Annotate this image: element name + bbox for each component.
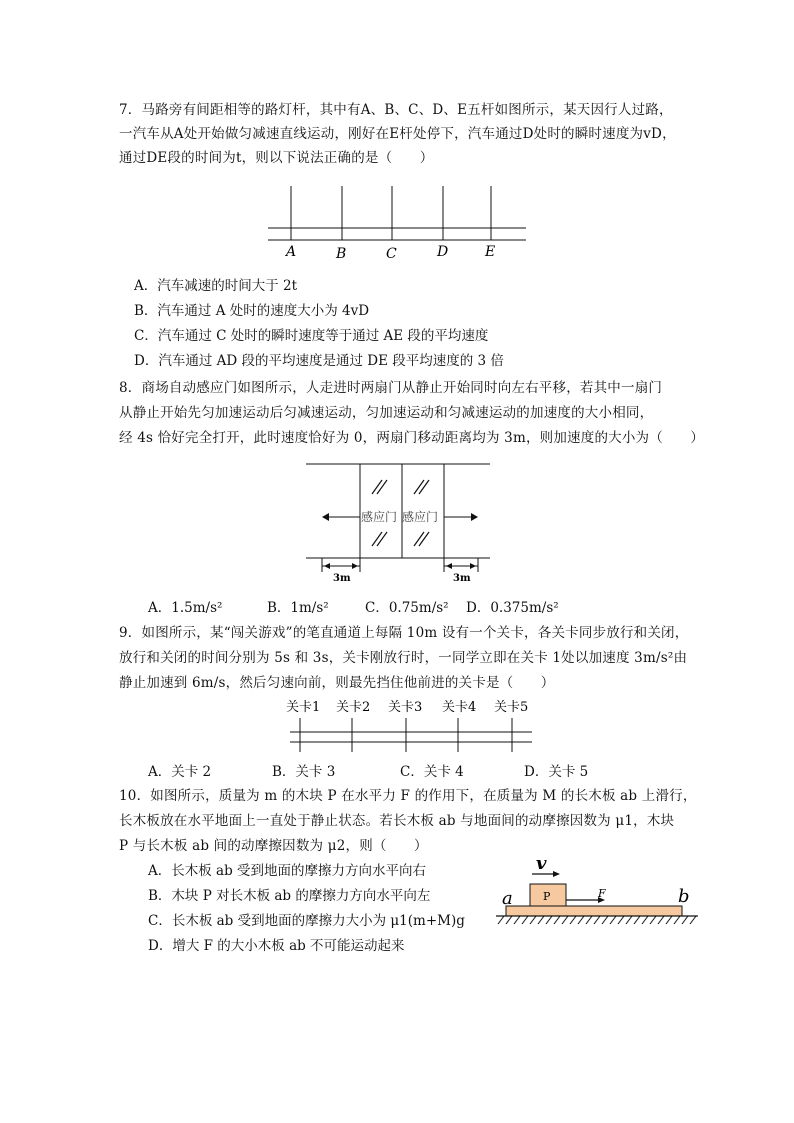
q10-line3: P 与长木板 ab 间的动摩擦因数为 μ2，则（ ） [119,838,428,854]
q10-line2: 长木板放在水平地面上一直处于静止状态。若长木板 ab 与地面间的动摩擦因数为 μ1，木块 [119,813,675,829]
q8-option-b: B．1m/s² [267,600,329,616]
velocity-label: v [536,854,547,874]
q9-option-c: C．关卡 4 [400,764,464,780]
q9-gate-figure [284,694,536,756]
q8-option-d: D．0.375m/s² [466,600,559,616]
block-p-label: P [543,890,551,903]
force-label: F [598,887,606,900]
q7-line3: 通过DE段的时间为t，则以下说法正确的是（ ） [119,150,434,166]
door-right-label: 感应门 [402,510,439,524]
ground-hatching [498,916,696,924]
q10-option-d: D．增大 F 的大小木板 ab 不可能运动起来 [148,938,405,954]
board-end-a: a [502,888,513,909]
q8-line1: 8．商场自动感应门如图所示，人走进时两扇门从静止开始同时向左右平移，若其中一扇门 [119,380,663,396]
gate-label-5: 关卡5 [494,700,529,715]
pole-label-d: D [437,244,449,260]
q10-option-c: C．长木板 ab 受到地面的摩擦力大小为 μ1(m+M)g [148,913,465,929]
pole-label-e: E [485,244,496,260]
q10-option-a: A．长木板 ab 受到地面的摩擦力方向水平向右 [148,863,427,879]
q7-line2: 一汽车从A处开始做匀减速直线运动，刚好在E杆处停下，汽车通过D处时的瞬时速度为vD， [119,126,676,142]
q7-option-d: D．汽车通过 AD 段的平均速度是通过 DE 段平均速度的 3 倍 [134,353,504,369]
pole-label-b: B [336,246,347,262]
left-arrow-head [322,513,329,521]
q9-line3: 静止加速到 6m/s，然后匀速向前，则最先挡住他前进的关卡是（ ） [119,675,555,691]
q9-line1: 9．如图所示，某“闯关游戏”的笔直通道上每隔 10m 设有一个关卡，各关卡同步放行和关闭， [119,625,689,641]
q7-option-c: C．汽车通过 C 处时的瞬时速度等于通过 AE 段的平均速度 [134,328,489,344]
q9-option-a: A．关卡 2 [148,764,212,780]
door-left-label: 感应门 [361,510,398,524]
q7-option-b: B．汽车通过 A 处时的速度大小为 4vD [134,303,370,319]
gate-label-4: 关卡4 [442,700,477,715]
q7-lamp-pole-figure [262,184,534,264]
board-end-b: b [678,886,690,907]
dist-right-label: 3m [453,573,471,584]
velocity-arrow-head [553,871,560,877]
q8-option-a: A．1.5m/s² [148,600,223,616]
q10-option-b: B．木块 P 对长木板 ab 的摩擦力方向水平向左 [148,888,431,904]
q8-auto-door-figure [306,462,492,586]
q9-option-d: D．关卡 5 [524,764,589,780]
q7-option-a: A．汽车减速的时间大于 2t [134,278,298,294]
q9-line2: 放行和关闭的时间分别为 5s 和 3s，关卡刚放行时，一同学立即在关卡 1处以加速度 3m/s²由 [119,650,688,666]
gate-label-2: 关卡2 [336,700,371,715]
q7-line1: 7．马路旁有间距相等的路灯杆，其中有A、B、C、D、E五杆如图所示，某天因行人过路， [119,102,673,118]
gate-label-3: 关卡3 [388,700,423,715]
gate-label-1: 关卡1 [286,700,321,715]
dist-left-label: 3m [333,573,351,584]
q8-line2: 从静止开始先匀加速运动后匀减速运动，匀加速运动和匀减速运动的加速度的大小相同， [119,405,654,421]
q8-option-c: C．0.75m/s² [365,600,449,616]
pole-label-c: C [386,246,397,262]
q9-option-b: B．关卡 3 [272,764,336,780]
pole-label-a: A [286,244,297,260]
q8-line3: 经 4s 恰好完全打开，此时速度恰好为 0，两扇门移动距离均为 3m，则加速度的大小为（ ） [119,430,705,446]
q10-line1: 10．如图所示，质量为 m 的木块 P 在水平力 F 的作用下，在质量为 M 的长木板 ab 上滑行， [119,788,697,804]
long-board-ab [506,906,682,916]
right-arrow-head [471,513,478,521]
q10-board-figure [494,854,704,934]
